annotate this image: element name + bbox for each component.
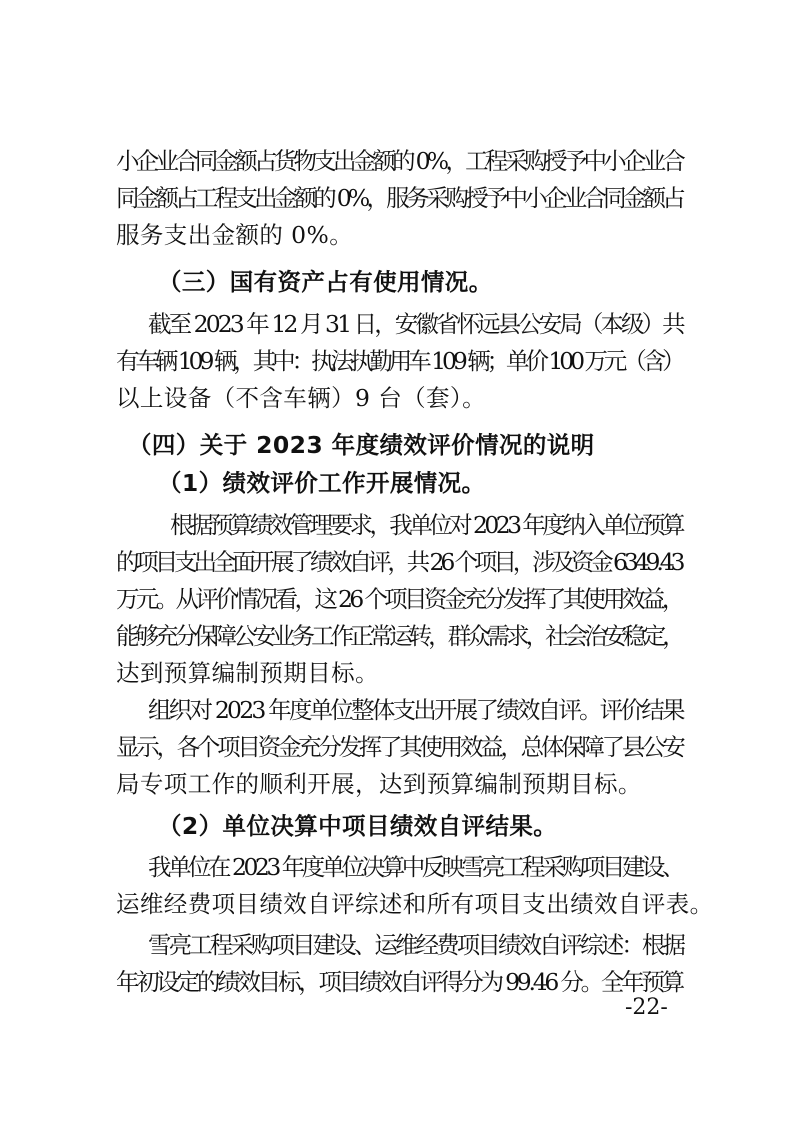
paragraph-line: 有车辆 109 辆，其中：执法执勤用车 109 辆；单价 100 万元（含） — [116, 347, 682, 375]
paragraph-line: 截至 2023 年 12 月 31 日，安徽省怀远县公安局（本级）共 — [148, 310, 683, 338]
paragraph-line: 组织对 2023 年度单位整体支出开展了绩效自评。评价结果 — [148, 696, 683, 724]
section-heading: （三）国有资产占有使用情况。 — [158, 268, 493, 296]
section-heading: （1）绩效评价工作开展情况。 — [158, 469, 486, 497]
paragraph-line: 的项目支出全面开展了绩效自评，共 26 个项目，涉及资金 6349.43 — [116, 548, 682, 576]
page-number: -22- — [625, 995, 668, 1020]
paragraph-line: 年初设定的绩效目标，项目绩效自评得分为 99.46 分。全年预算 — [116, 968, 682, 996]
paragraph-line: 万元。从评价情况看，这 26 个项目资金充分发挥了其使用效益， — [116, 585, 682, 613]
paragraph-line: 小企业合同金额占货物支出金额的 0%，工程采购授予中小企业合 — [116, 147, 683, 175]
paragraph-line: 以上设备（不含车辆）9 台（套）。 — [116, 384, 486, 412]
paragraph-line: 同金额占工程支出金额的 0%，服务采购授予中小企业合同金额占 — [116, 184, 683, 212]
paragraph-line: 局专项工作的顺利开展，达到预算编制预期目标。 — [116, 770, 642, 798]
paragraph-line: 显示，各个项目资金充分发挥了其使用效益，总体保障了县公安 — [116, 733, 683, 761]
paragraph-line: 雪亮工程采购项目建设、运维经费项目绩效自评综述：根据 — [148, 931, 684, 959]
paragraph-line: 服务支出金额的 0%。 — [116, 221, 354, 249]
paragraph-line: 达到预算编制预期目标。 — [116, 659, 379, 687]
paragraph-line: 我单位在 2023 年度单位决算中反映雪亮工程采购项目建设、 — [148, 853, 682, 881]
paragraph-line: 能够充分保障公安业务工作正常运转，群众需求，社会治安稳定， — [116, 622, 682, 650]
section-heading: （四）关于 2023 年度绩效评价情况的说明 — [128, 431, 595, 459]
paragraph-line: 运维经费项目绩效自评综述和所有项目支出绩效自评表。 — [116, 890, 714, 918]
section-heading: （2）单位决算中项目绩效自评结果。 — [158, 812, 558, 840]
paragraph-line: 根据预算绩效管理要求，我单位对 2023 年度纳入单位预算 — [170, 511, 682, 539]
